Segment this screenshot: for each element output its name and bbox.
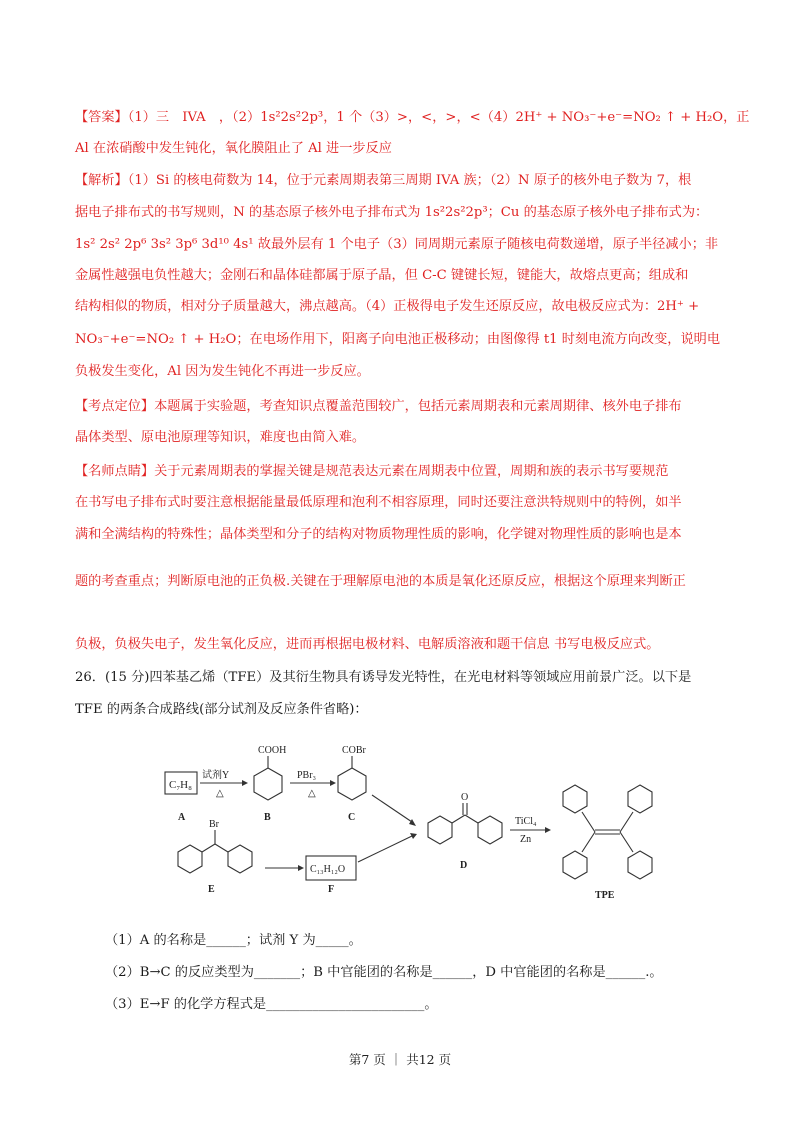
sub-question-2: （2）B→C 的反应类型为_______；B 中官能团的名称是______，D 中官能团的名称是______.。 xyxy=(105,965,663,980)
box-f-text: C₁₃H₁₂O xyxy=(310,864,346,875)
ring-b xyxy=(254,768,282,800)
synthesis-scheme xyxy=(150,740,670,905)
tpe-ring-lr xyxy=(628,851,652,879)
arrow-a-b-head xyxy=(242,780,248,786)
teacher-line-1: 【名师点睛】关于元素周期表的掌握关键是规范表达元素在周期表中位置，周期和族的表示书写要规范 xyxy=(75,464,669,479)
label-f: F xyxy=(328,884,335,895)
box-a-text: C₇H₈ xyxy=(169,779,192,791)
teacher-line-3: 满和全满结构的特殊性；晶体类型和分子的结构对物质物理性质的影响，化学键对物理性质的影响也是本 xyxy=(75,527,682,542)
arrow-e-f-head xyxy=(298,865,304,871)
sub-question-3: （3）E→F 的化学方程式是________________________。 xyxy=(105,997,438,1012)
arrow-d-tpe-head xyxy=(545,827,551,833)
topic-line-2: 晶体类型、原电池原理等知识，难度也由简入难。 xyxy=(75,430,366,445)
ticl4-text: TiCl₄ xyxy=(515,816,537,827)
tpe-bond-ll xyxy=(582,832,595,852)
teacher-line-5: 负极，负极失电子，发生氧化反应，进而再根据电极材料、电解质溶液和题干信息 书写电极反应式。 xyxy=(75,637,660,652)
label-c: C xyxy=(348,812,356,823)
bond-d-right xyxy=(465,815,478,823)
tpe-ring-ul xyxy=(563,785,587,813)
analysis-line-4: 金属性越强电负性越大；金刚石和晶体硅都属于原子晶，但 C-C 键键长短，键能大，故熔点更高；组成和 xyxy=(75,268,689,283)
analysis-line-7: 负极发生变化，Al 因为发生钝化不再进一步反应。 xyxy=(75,364,370,379)
pbr3-text: PBr₃ xyxy=(297,770,317,781)
question-intro-line-2: TFE 的两条合成路线(部分试剂及反应条件省略)： xyxy=(75,702,368,717)
topic-line-1: 【考点定位】本题属于实验题，考查知识点覆盖范围较广，包括元素周期表和元素周期律、核外电子排布 xyxy=(75,399,682,414)
label-d: D xyxy=(460,860,468,871)
answer-line-1: 【答案】（1）三 IVA ，（2）1s²2s²2p³，1 个（3）>，<，>，<（4）2H⁺ + NO₃⁻+e⁻=NO₂ ↑ + H₂O，正 xyxy=(75,110,750,125)
delta-ab-text: △ xyxy=(216,788,224,799)
ring-e-left xyxy=(178,845,202,873)
label-e: E xyxy=(208,884,215,895)
tpe-ring-ur xyxy=(628,785,652,813)
analysis-line-3: 1s² 2s² 2p⁶ 3s² 3p⁶ 3d¹⁰ 4s¹ 故最外层有 1 个电子（3）同周期元素原子随核电荷数递增，原子半径减小；非 xyxy=(75,237,719,252)
tpe-ring-ll xyxy=(563,851,587,879)
tpe-bond-ur xyxy=(620,812,633,832)
arrow-f-d xyxy=(358,836,412,862)
analysis-line-2: 据电子排布式的书写规则，N 的基态原子核外电子排布式为 1s²2s²2p³；Cu 的基态原子核外电子排布式为： xyxy=(75,205,709,220)
tpe-bond-ul xyxy=(582,812,595,832)
sub-question-1: （1）A 的名称是______；试剂 Y 为_____。 xyxy=(105,933,362,948)
label-b: B xyxy=(264,812,271,823)
analysis-line-1: 【解析】（1）Si 的核电荷数为 14，位于元素周期表第三周期 IVA 族；（2）N 原子的核外电子数为 7，根 xyxy=(75,173,692,188)
arrow-c-d xyxy=(372,795,412,822)
bond-e-right xyxy=(215,844,228,852)
teacher-line-2: 在书写电子排布式时要注意根据能量最低原理和泡利不相容原理，同时还要注意洪特规则中的特例，如半 xyxy=(75,495,682,510)
page-footer: 第7 页 ｜ 共12 页 xyxy=(348,1052,452,1067)
reagent-y-text: 试剂Y xyxy=(202,770,230,781)
br-text: Br xyxy=(209,819,219,830)
label-a: A xyxy=(178,812,186,823)
cooh-text: COOH xyxy=(258,745,287,756)
answer-line-2: Al 在浓硝酸中发生钝化，氧化膜阻止了 Al 进一步反应 xyxy=(75,141,392,156)
ring-d-right xyxy=(478,816,502,844)
label-tpe: TPE xyxy=(595,890,615,901)
o-atom-text: O xyxy=(461,792,469,803)
tpe-bond-lr xyxy=(620,832,633,852)
ring-e-right xyxy=(228,845,252,873)
teacher-line-4: 题的考查重点；判断原电池的正负极.关键在于理解原电池的本质是氧化还原反应，根据这个原理来判断正 xyxy=(75,574,686,589)
cobr-text: COBr xyxy=(342,745,366,756)
analysis-line-6: NO₃⁻+e⁻=NO₂ ↑ + H₂O；在电场作用下，阳离子向电池正极移动；由图像得 t1 时刻电流方向改变，说明电 xyxy=(75,332,721,347)
bond-e-left xyxy=(202,844,215,852)
delta-bc-text: △ xyxy=(308,788,316,799)
analysis-line-5: 结构相似的物质，相对分子质量越大，沸点越高。（4）正极得电子发生还原反应，故电极反应式为：2H⁺ + xyxy=(75,299,700,314)
zn-text: Zn xyxy=(520,834,532,845)
question-intro-line-1: 26．(15 分)四苯基乙烯（TFE）及其衍生物具有诱导发光特性，在光电材料等领域应用前景广泛。以下是 xyxy=(75,670,692,685)
arrow-b-c-head xyxy=(330,780,336,786)
ring-c xyxy=(338,768,366,800)
ring-d-left xyxy=(428,816,452,844)
bond-d-left xyxy=(452,815,465,823)
